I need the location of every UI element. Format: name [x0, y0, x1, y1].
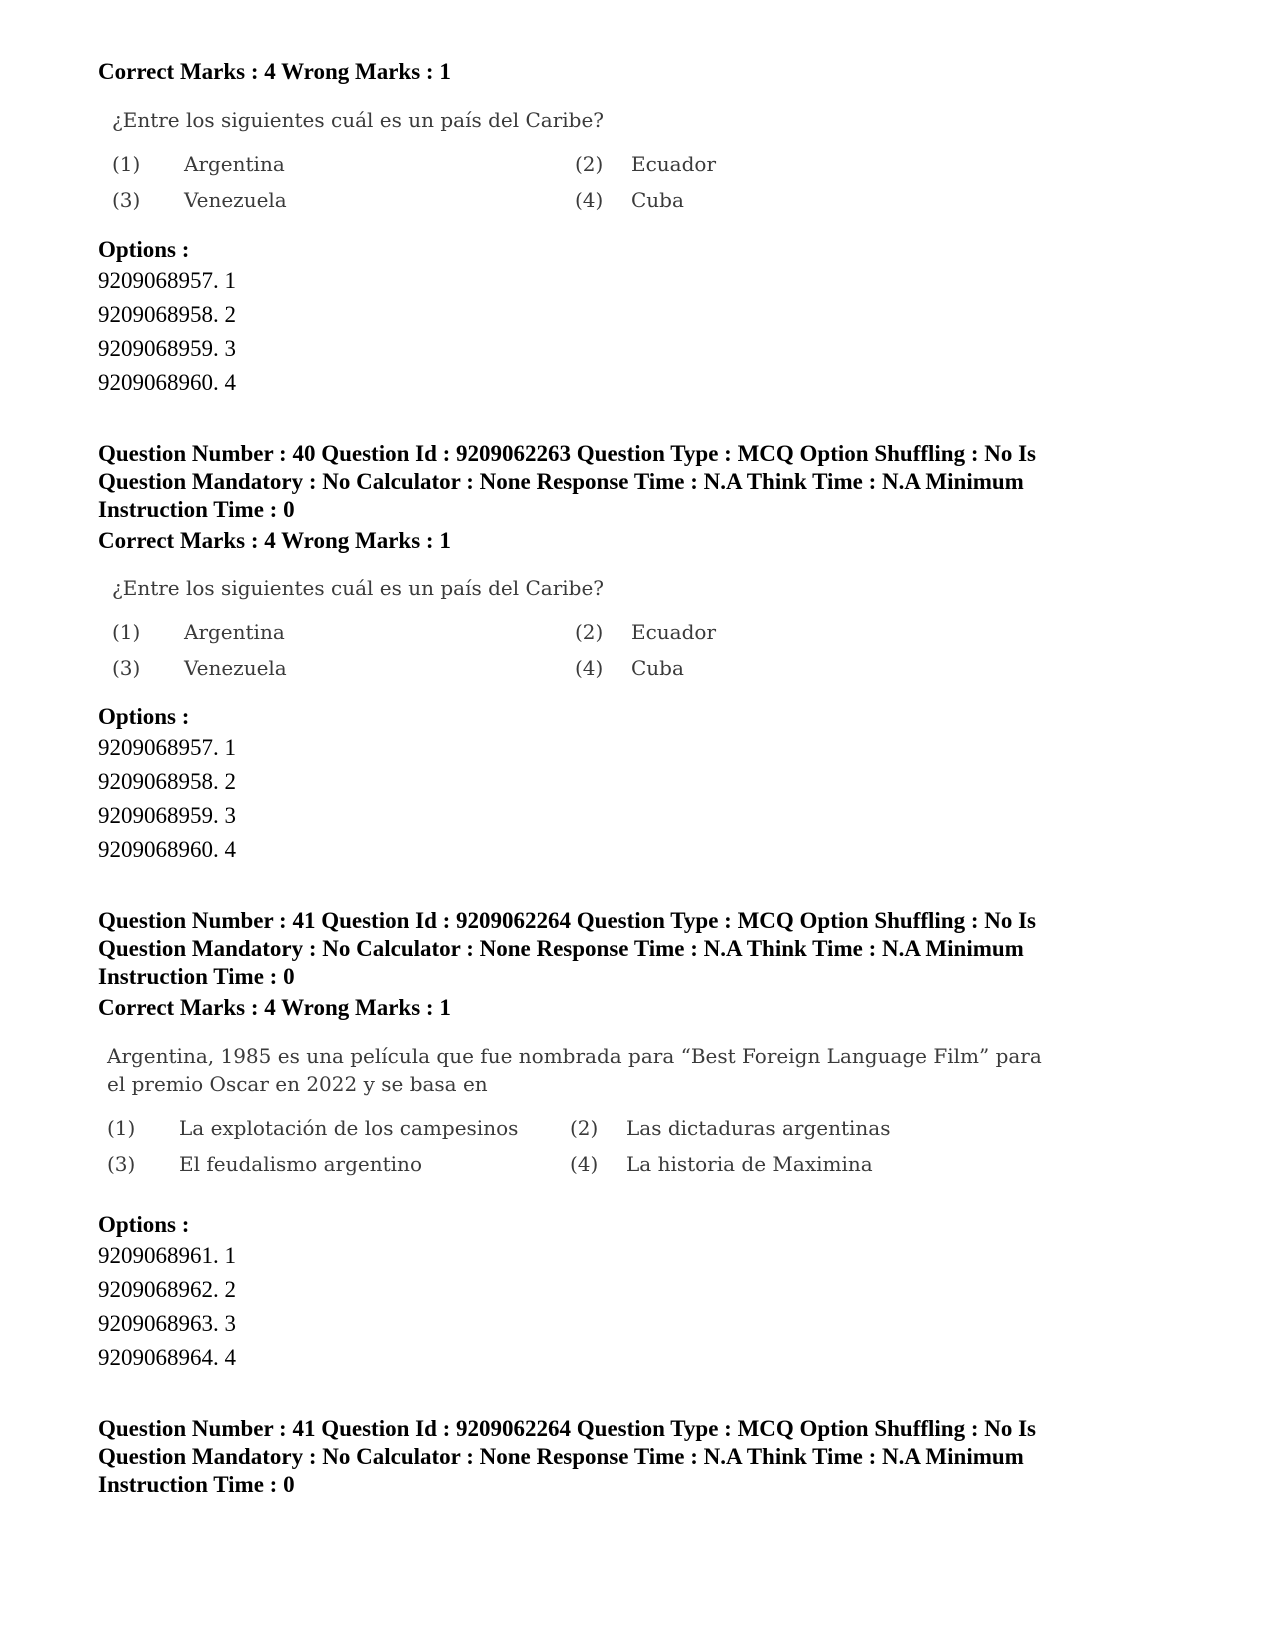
option-id: 9209068963. 3 — [98, 1311, 236, 1336]
correct-marks: Correct Marks : 4 Wrong Marks : 1 — [98, 59, 451, 84]
correct-marks: Correct Marks : 4 Wrong Marks : 1 — [98, 995, 451, 1020]
option-id: 9209068959. 3 — [98, 336, 236, 361]
options-label: Options : — [98, 237, 190, 262]
options-label: Options : — [98, 1212, 190, 1237]
option-id: 9209068962. 2 — [98, 1277, 236, 1302]
question-image: ¿Entre los siguientes cuál es un país del Caribe? (1) Argentina (2) Ecuador (3) Venezuela (4) Cuba — [112, 576, 717, 680]
option-id: 9209068961. 1 — [98, 1243, 236, 1268]
options-list — [98, 264, 1158, 400]
question-image: ¿Entre los siguientes cuál es un país del Caribe? (1) Argentina (2) Ecuador (3) Venezuela (4) Cuba — [112, 108, 717, 212]
option-id: 9209068958. 2 — [98, 769, 236, 794]
option-id: 9209068960. 4 — [98, 837, 236, 862]
options-list — [98, 731, 1158, 867]
option-id: 9209068964. 4 — [98, 1345, 236, 1370]
question-image: Argentina, 1985 es una película que fue nombrada para “Best Foreign Language Film” para el premio Oscar en 2022 y se basa en (1) La explotación de los campesinos (2) Las dictaduras argentinas (3) El feudalismo argentino (4) La historia de Maximina — [107, 1044, 1042, 1176]
option-id: 9209068957. 1 — [98, 735, 236, 760]
options-list — [98, 1239, 1158, 1375]
option-id: 9209068958. 2 — [98, 302, 236, 327]
question-header: Question Number : 41 Question Id : 9209062264 Question Type : MCQ Option Shuffling : No Is Question Mandatory : No Calculator : None Response Time : N.A Think Time : N.A Minimum Instruction Time : 0 — [98, 1416, 1037, 1497]
question-text: ¿Entre los siguientes cuál es un país del Caribe? — [112, 108, 605, 132]
question-text: Argentina, 1985 es una película que fue nombrada para “Best Foreign Language Film” para el premio Oscar en 2022 y se basa en — [107, 1044, 1042, 1096]
options-label: Options : — [98, 704, 190, 729]
question-header: Question Number : 41 Question Id : 9209062264 Question Type : MCQ Option Shuffling : No Is Question Mandatory : No Calculator : None Response Time : N.A Think Time : N.A Minimum Instruction Time : 0 — [98, 908, 1037, 989]
question-header: Question Number : 40 Question Id : 9209062263 Question Type : MCQ Option Shuffling : No Is Question Mandatory : No Calculator : None Response Time : N.A Think Time : N.A Minimum Instruction Time : 0 — [98, 441, 1037, 522]
option-id: 9209068957. 1 — [98, 268, 236, 293]
correct-marks: Correct Marks : 4 Wrong Marks : 1 — [98, 528, 451, 553]
question-text: ¿Entre los siguientes cuál es un país del Caribe? — [112, 576, 605, 600]
option-id: 9209068960. 4 — [98, 370, 236, 395]
option-id: 9209068959. 3 — [98, 803, 236, 828]
